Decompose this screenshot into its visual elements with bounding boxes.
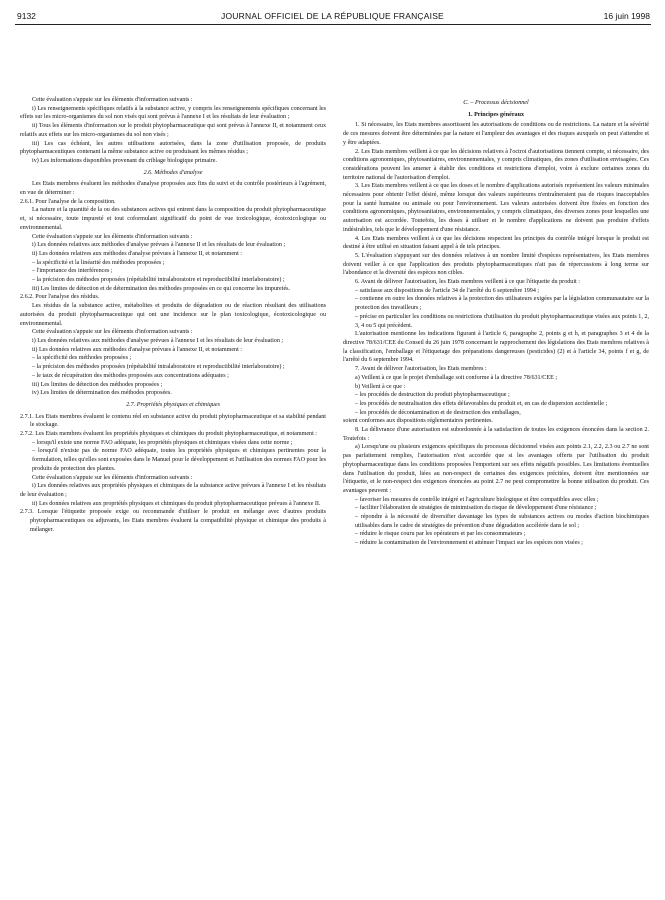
paragraph: soient conformes aux dispositions réglementaires pertinentes. <box>343 418 493 425</box>
paragraph: ii) Les données relatives aux propriétés physiques et chimiques du produit phytopharmaceutique prévues à l'annexe II. <box>32 500 321 507</box>
paragraph: – les procédés de destruction du produit phytopharmaceutique ; <box>355 392 510 399</box>
section-heading: 1. Principes généraux <box>467 111 525 118</box>
paragraph: Les résidus de la substance active, métabolites et produits de dégradation ou de réaction résultant des utilisations autorisées du produit phytopharmaceutique qui ont une incidence sur le plan toxicologique, écotoxicologique ou environnemental. <box>20 303 326 327</box>
paragraph: Cette évaluation s'appuie sur les éléments d'information suivants : <box>32 474 193 481</box>
section-heading: 2.6. Méthodes d'analyse <box>143 169 203 176</box>
paragraph: 8. La délivrance d'une autorisation est subordonnée à la satisfaction de toutes les exigences énoncées dans la section 2. Toutefois : <box>343 427 649 442</box>
paragraph: 6. Avant de délivrer l'autorisation, les Etats membres veillent à ce que l'étiquette du produit : <box>355 279 580 286</box>
paragraph: – favoriser les mesures de contrôle intégré et l'agriculture biologique et être compatibles avec elles ; <box>355 496 599 503</box>
paragraph: iii) Les limites de détection des méthodes proposées ; <box>32 381 163 388</box>
paragraph: 2.6.2. Pour l'analyse des résidus. <box>20 294 100 301</box>
page-number: 9132 <box>17 11 36 21</box>
paragraph: 2. Les Etats membres veillent à ce que les décisions relatives à l'octroi d'autorisations tiennent compte, si nécessaire, des conditions agronomiques, phytosanitaires, environnementales, y compris climatiques, des zones d'utilisation envisagées. Ces considérations peuvent les amener à établir des conditions et restrictions d'emploi, voire à exclure certaines zones du territoire national de l'autorisation d'emploi. <box>343 148 649 181</box>
paragraph: ii) Les données relatives aux méthodes d'analyse prévues à l'annexe II, et notamment : <box>32 346 242 353</box>
paragraph: – lorsqu'il n'existe pas de norme FAO adéquate, toutes les propriétés physiques et chimiques pertinentes pour la formulation, telles qu'elles sont exposées dans le Manuel pour le développement et l'utilisation des normes FAO pour les produits de protection des plantes. <box>32 448 326 472</box>
paragraph: iii) Les cas échéant, les autres utilisations autorisées, dans la zone d'utilisation proposée, de produits phytopharmaceutiques contenant la même substance active ou produisant les mêmes résidus ; <box>20 140 326 156</box>
paragraph: – réduire la contamination de l'environnement et atténuer l'impact sur les espèces non visées ; <box>355 540 583 547</box>
paragraph: – contienne en outre les données relatives à la protection des utilisateurs exigées par la législation communautaire sur la protection des travailleurs ; <box>355 296 649 312</box>
paragraph: 3. Les Etats membres veillent à ce que les doses et le nombre d'applications autorisés représentent les valeurs minimales nécessaires pour obtenir l'effet désiré, même lorsque des valeurs supérieures n'entraîneraient pas de risques inacceptables pour la santé humaine ou animale ou pour l'environnement. Les valeurs autorisées doivent être fixées en fonction des conditions agronomiques, phytosanitaires, environnementales, y compris climatiques, des diverses zones pour lesquelles une autorisation est accordée. Toutefois, les doses à utiliser et le nombre d'applications ne doivent pas produire d'effets indésirables, tels que le développement d'une résistance. <box>343 183 649 233</box>
paragraph: Cette évaluation s'appuie sur les éléments d'information suivants : <box>32 329 193 336</box>
paragraph: – la précision des méthodes proposées (répétabilité intralaboratoire et reproductibilité interlaboratoire) ; <box>32 364 285 371</box>
paragraph: – satisfasse aux dispositions de l'article 34 de l'arrêté du 6 septembre 1994 ; <box>355 287 540 294</box>
paragraph: – répondre à la nécessité de diversifier davantage les types de substances actives ou modes d'action biochimiques utilisables dans le cadre de stratégies de prévention d'une dégradation accélérée dans le sol ; <box>355 514 649 529</box>
left-column <box>20 96 326 534</box>
journal-title: JOURNAL OFFICIEL DE LA RÉPUBLIQUE FRANÇAISE <box>221 11 444 21</box>
publication-date: 16 juin 1998 <box>603 11 650 21</box>
paragraph: – les procédés de décontamination et de destruction des emballages, <box>355 409 521 416</box>
paragraph: – la précision des méthodes proposées (répétabilité intralaboratoire et reproductibilité interlaboratoire) ; <box>32 277 285 284</box>
paragraph: 2.7.3. Lorsque l'étiquette proposée exige ou recommande d'utiliser le produit en mélange avec d'autres produits phytopharmaceutiques ou adjuvants, les Etats membres évaluent la compatibilité physique et chimique des produits à mélanger. <box>20 509 326 533</box>
section-heading: C. – Processus décisionnel <box>463 100 529 106</box>
paragraph: iv) Les informations disponibles provenant du criblage biologique primaire. <box>32 157 217 164</box>
paragraph: L'autorisation mentionne les indications figurant à l'article 6, paragraphe 2, points g et h, et paragraphes 3 et 4 de la directive 78/631/CEE du Conseil du 26 juin 1978 concernant le rapprochement des législations des Etats membres relatives à la classification, l'emballage et l'étiquetage des préparations dangereuses (pesticides) (2) et à l'article 34, points f et g, de l'arrêté du 6 septembre 1994. <box>343 331 649 364</box>
paragraph: ii) Tous les éléments d'information sur le produit phytopharmaceutique qui sont prévus à l'annexe II, et notamment ceux relatifs aux effets sur les micro-organismes du sol non visés ; <box>20 123 326 138</box>
section-heading: 2.7. Propriétés physiques et chimiques <box>126 401 220 408</box>
paragraph: 2.7.2. Les Etats membres évaluent les propriétés physiques et chimiques du produit phytopharmaceutique, et notamment : <box>20 431 317 438</box>
paragraph: i) Les données relatives aux méthodes d'analyse prévues à l'annexe II et les résultats de leur évaluation ; <box>32 242 286 249</box>
paragraph: – précise en particulier les conditions ou restrictions d'utilisation du produit phytopharmaceutique visées aux points 1, 2, 3, 4 ou 5 qui précèdent. <box>355 313 649 329</box>
paragraph: b) Veillent à ce que : <box>355 383 406 390</box>
paragraph: Cette évaluation s'appuie sur les éléments d'information suivants : <box>32 97 193 103</box>
paragraph: – le taux de récupération des méthodes proposées aux concentrations adéquates ; <box>32 372 229 379</box>
paragraph: – faciliter l'élaboration de stratégies de minimisation du risque de développement d'une résistance ; <box>355 505 597 512</box>
paragraph: 1. Si nécessaire, les Etats membres assortissent les autorisations de conditions ou de restrictions. La nature et la sévérité de ces mesures doivent être déterminées par la nature et l'ampleur des avantages et des risques auxquels on peut s'attendre et y être adaptées. <box>343 122 649 146</box>
right-column <box>343 96 649 548</box>
paragraph: Cette évaluation s'appuie sur les éléments d'information suivants : <box>32 233 193 240</box>
paragraph: – les procédés de neutralisation des effets défavorables du produit et, en cas de dispersion accidentelle ; <box>355 400 608 407</box>
paragraph: 2.6.1. Pour l'analyse de la composition. <box>20 198 116 205</box>
paragraph: iii) Les limites de détection et de détermination des méthodes proposées en ce qui concerne les impuretés. <box>32 285 291 292</box>
paragraph: 5. L'évaluation s'appuyant sur des données relatives à un nombre limité d'espèces représentatives, les Etats membres doivent veiller à ce que l'application des produits phytopharmaceutiques n'ait pas de répercussions à long terme sur l'abondance et la diversité des espèces non cibles. <box>343 252 649 277</box>
paragraph: – la spécificité et la linéarité des méthodes proposées ; <box>32 259 165 266</box>
paragraph: a) Veillent à ce que le projet d'emballage soit conforme à la directive 78/631/CEE ; <box>355 374 558 381</box>
paragraph: iv) Les limites de détermination des méthodes proposées. <box>32 390 172 397</box>
paragraph: – la spécificité des méthodes proposées ; <box>32 355 132 362</box>
paragraph: – lorsqu'il existe une norme FAO adéquate, les propriétés physiques et chimiques visées dans cette norme ; <box>32 439 293 446</box>
paragraph: i) Les données relatives aux propriétés physiques et chimiques de la substance active prévues à l'annexe I et les résultats de leur évaluation ; <box>20 483 326 498</box>
paragraph: La nature et la quantité de la ou des substances actives qui entrent dans la composition du produit phytopharmaceutique et, si nécessaire, toute impureté et tout coformulant significatif du point de vue toxicologique, écotoxicologique ou environnemental. <box>20 207 326 231</box>
paragraph: i) Les données relatives aux méthodes d'analyse prévues à l'annexe I et les résultats de leur évaluation ; <box>32 337 284 344</box>
paragraph: i) Les renseignements spécifiques relatifs à la substance active, y compris les renseignements spécifiques concernant les effets sur les micro-organismes du sol non visés qui sont prévus à l'annexe I et les résultats de leur évaluation ; <box>20 105 326 121</box>
paragraph: 7. Avant de délivrer l'autorisation, les Etats membres : <box>355 366 487 373</box>
paragraph: Les Etats membres évaluent les méthodes d'analyse proposées aux fins du suivi et du contrôle postérieurs à l'agrément, en vue de déterminer : <box>20 181 326 197</box>
paragraph: 4. Les Etats membres veillent à ce que les décisions respectent les principes du contrôle intégré lorsque le produit est destiné à être utilisé en situation faisant appel à de tels principes. <box>343 235 649 251</box>
paragraph: 2.7.1. Les Etats membres évaluent le contenu réel en substance active du produit phytopharmaceutique et sa stabilité pendant le stockage. <box>20 413 326 429</box>
paragraph: a) Lorsqu'une ou plusieurs exigences spécifiques du processus décisionnel visées aux points 2.1, 2.2, 2.3 ou 2.7 ne sont pas parfaitement remplies, l'autorisation n'est accordée que si les avantages offerts par l'utilisation du produit phytopharmaceutique dans les conditions proposées l'emportent sur ses effets négatifs possibles. Les limitations éventuelles dans l'utilisation du produit, liées au non-respect de certaines des exigences précitées, doivent être mentionnées sur l'étiquette, et le non-respect des exigences énoncées au point 2.7 ne peut compromettre la bonne utilisation du produit. Ces avantages peuvent : <box>343 444 649 494</box>
paragraph: ii) Les données relatives aux méthodes d'analyse prévues à l'annexe II, et notamment : <box>32 250 242 257</box>
header-rule <box>15 24 651 25</box>
paragraph: – réduire le risque couru par les opérateurs et par les consommateurs ; <box>355 531 526 538</box>
paragraph: – l'importance des interférences ; <box>32 268 113 275</box>
